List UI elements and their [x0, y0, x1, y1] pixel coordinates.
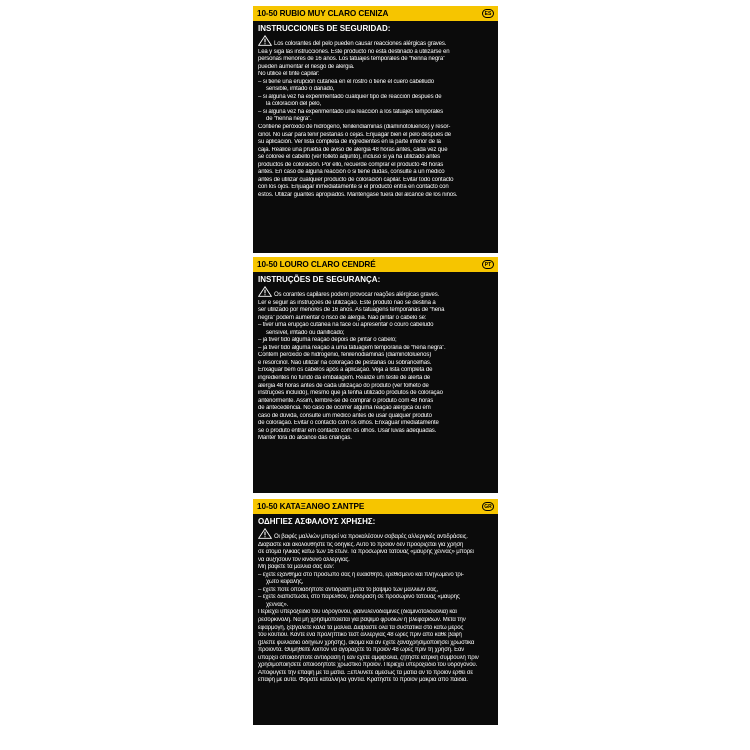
warning-text-line: éstos. Utilizar guantes apropiados. Manténgase fuera del alcance de los niños.: [258, 191, 458, 198]
warning-text-line: alergia 48 horas antes de cada utilização do produto (ver folheto de: [258, 382, 429, 389]
warning-text-line: – já tiver tido alguma reação a uma tatuagem temporária de “hena negra”.: [258, 344, 446, 351]
warning-text-line: e resorcinol. Não utilizar na coloração de pestanas ou sobrancelhas.: [258, 359, 432, 366]
warning-text-line: sensível, irritado ou danificado;: [266, 329, 345, 336]
language-badge: ES: [482, 9, 494, 18]
product-title: 10-50 LOURO CLARO CENDRÉ: [257, 260, 376, 269]
warning-text-line: No utilice el tinte capilar:: [258, 71, 320, 78]
warning-text-line: pueden aumentar el riesgo de alergia.: [258, 63, 355, 70]
warning-text-line: Ler e seguir as instruções de utilização. Este produto não se destina a: [258, 299, 436, 306]
product-title: 10-50 ΚΑΤΑΞΑΝΘΟ ΣΑΝΤΡΕ: [257, 502, 365, 511]
warning-text: [258, 35, 493, 199]
warning-text-line: Los colorantes del pelo pueden causar reacciones alérgicas graves.: [258, 35, 493, 49]
warning-text-line: ser utilizado por menores de 16 anos. As tatuagens temporárias de “hena: [258, 307, 445, 314]
section-body: [253, 21, 498, 253]
section-body: [253, 514, 498, 725]
warning-text-line: (βλέπε φυλλάδιο οδηγιών χρήσης), ακόμα και αν έχετε ξαναχρησιμοποιήσει χρωστικά: [258, 639, 475, 646]
warning-text-line: la coloración del pelo,: [266, 101, 322, 108]
warning-text-line: Contém peróxido de hidrogénio, fenilenodiaminas (diaminotoluenos): [258, 352, 432, 359]
warning-text-line: caso de dúvida, consulte um médico antes de usar qualquer produto: [258, 412, 432, 419]
warning-text-line: προϊόντα. Θυμηθείτε λοιπόν να αγοράζετε το προϊόν 48 ώρες πριν τη χρήση. Εάν: [258, 647, 465, 654]
warning-text-line: antes. En caso de alguna reacción o si tiene dudas, consulte a un médico: [258, 169, 445, 176]
warning-text-line: personas menores de 16 años. Los tatuajes temporales de “henna negra”: [258, 56, 445, 63]
warning-text-line: instruções incluído), mesmo que já tenha utilizado produtos de coloração: [258, 390, 443, 397]
warning-text-line: caja. Realice una prueba de aviso de alergia 48 horas antes, cada vez que: [258, 146, 448, 153]
warning-triangle-icon: [258, 528, 272, 539]
warning-text-line: να αυξήσουν τον κίνδυνο αλλεργίας.: [258, 556, 350, 563]
warning-text-line: de coloração. Evitar o contacto com os olhos. Enxaguar imediatamente: [258, 420, 439, 427]
warning-text-line: ingredientes no fundo da embalagem. Realize um teste de alerta de: [258, 375, 431, 382]
section-header: [253, 6, 498, 21]
warning-text-line: – έχετε ποτέ οποιαδήποτε αντίδραση μετά το βάψιμο των μαλλιών σας,: [258, 586, 438, 593]
warning-text-line: anteriormente. Assim, lembre-se de comprar o produto com 48 horas: [258, 397, 434, 404]
warning-text: [258, 286, 493, 443]
warning-text-line: – si tiene una erupción cutánea en el rostro o tiene el cuero cabelludo: [258, 78, 434, 85]
warning-text-line: – si alguna vez ha experimentado una reacción a los tatuajes temporales: [258, 108, 443, 115]
warning-text-line: Περιέχει υπεροξείδιο του υδρογόνου, φαινυλενοδιαμίνες (διαμινοτολουόλια) και: [258, 609, 457, 616]
section-subtitle: INSTRUCCIONES DE SEGURIDAD:: [258, 24, 391, 33]
language-badge: PT: [482, 260, 494, 269]
warning-text-line: χωτό κεφαλής,: [266, 579, 304, 586]
warning-text-line: Μη βάφετε τα μαλλιά σας εάν:: [258, 564, 334, 571]
warning-text-line: negra” podem aumentar o risco de alergia. Não pintar o cabelo se:: [258, 314, 427, 321]
warning-text-line: – si alguna vez ha experimentado cualquier tipo de reacción después de: [258, 93, 442, 100]
warning-text-line: υπάρξει οποιαδήποτε αντίδραση ή εάν έχετε αμφιβολία, ζητήστε ιατρική συμβουλή πριν: [258, 654, 479, 661]
warning-text-line: Lea y siga las instrucciones. Este producto no está destinado a utilizarse en: [258, 48, 450, 55]
warning-text-line: – tiver uma erupção cutânea na face ou apresentar o couro cabeludo: [258, 322, 434, 329]
warning-text-line: του κουτιού. Κάντε ένα προληπτικό τεστ αλλεργίας 48 ώρες πριν από κάθε βαφή: [258, 632, 462, 639]
warning-text-line: Contiene peróxido de hidrógeno, fenilendiaminas (diaminotoluenos) y resor-: [258, 124, 451, 131]
warning-text-line: su aplicación. Ver lista completa de ingredientes en la parte inferior de la: [258, 139, 441, 146]
warning-text-line: sensible, irritado o dañado,: [266, 86, 335, 93]
warning-text-line: εφαρμογή, ξεβγάλετε καλά τα μαλλιά. Διαβάστε όλα τα συστατικά στο κάτω μέρος: [258, 624, 464, 631]
warning-text-line: Διαβάστε και ακολουθήστε τις οδηγίες. Αυτό το προϊόν δεν προορίζεται για χρήση: [258, 541, 464, 548]
section-subtitle: ΟΔΗΓΙΕΣ ΑΣΦΑΛΟΥΣ ΧΡΗΣΗΣ:: [258, 517, 376, 526]
section-header: [253, 257, 498, 272]
warning-text-line: se coloree el cabello (ver folleto adjunto), incluso si ya ha utilizado antes: [258, 154, 441, 161]
warning-text-line: Manter fora do alcance das crianças.: [258, 435, 352, 442]
warning-text-line: Οι βαφές μαλλιών μπορεί να προκαλέσουν σοβαρές αλλεργικές αντιδράσεις.: [258, 528, 493, 542]
language-badge: GR: [482, 502, 494, 511]
warning-text-line: Αποφύγετε την επαφή με τα μάτια. Ξεπλύνετε αμέσως τα μάτια αν το προϊόν έρθει σε: [258, 669, 473, 676]
warning-text: [258, 528, 493, 685]
warning-triangle-icon: [258, 286, 272, 297]
warning-text-line: χέννας».: [266, 601, 289, 608]
section-gr: [253, 499, 498, 725]
warning-text-line: ρεσορκινόλη. Να μη χρησιμοποιείται για βάψιμο φρυδιών ή βλεφαρίδων. Μετά την: [258, 617, 466, 624]
safety-label-strip: [253, 6, 498, 725]
warning-triangle-icon: [258, 35, 272, 46]
warning-text-line: antes de utilizar cualquier producto de coloración capilar. Evitar todo contacto: [258, 176, 454, 183]
warning-text-line: Enxaguar bem os cabelos após a aplicação. Veja a lista completa de: [258, 367, 433, 374]
section-es: [253, 6, 498, 253]
section-header: [253, 499, 498, 514]
section-subtitle: INSTRUÇÕES DE SEGURANÇA:: [258, 275, 381, 284]
warning-text-line: σε άτομα ηλικίας κάτω των 16 ετών. Τα προσωρινά τατουάζ «μαύρης χέννας» μπορεί: [258, 549, 474, 556]
warning-text-line: con los ojos. Enjuagar inmediatamente si el producto entra en contacto con: [258, 184, 449, 191]
warning-text-line: – já tiver tido alguma reação depois de pintar o cabelo;: [258, 337, 397, 344]
warning-text-line: cinol. No usar para teñir pestañas o cejas. Enjuagar bien el pelo después de: [258, 131, 451, 138]
warning-text-line: Os corantes capilares podem provocar reações alérgicas graves.: [258, 286, 493, 300]
warning-text-line: productos de coloración. Por ello, recuerde comprar el producto 48 horas: [258, 161, 444, 168]
section-body: [253, 272, 498, 493]
section-pt: [253, 257, 498, 493]
warning-text-line: – έχετε διαπιστώσει, στο παρελθόν, αντίδραση σε προσωρινό τατουάζ «μαύρης: [258, 594, 460, 601]
warning-text-line: χρησιμοποιήσετε οποιοδήποτε χρωστικό προϊόν. Περιέχει υπεροξείδιο του υδρογόνου.: [258, 662, 478, 669]
warning-text-line: de “henna negra”.: [266, 116, 312, 123]
warning-text-line: se o produto entrar em contacto com os olhos. Usar luvas adequadas.: [258, 427, 437, 434]
product-title: 10-50 RUBIO MUY CLARO CENIZA: [257, 9, 389, 18]
warning-text-line: επαφή με αυτά. Φοράτε κατάλληλα γάντια. Κρατήστε το προϊόν μακριά από παιδιά.: [258, 677, 468, 684]
warning-text-line: de antecedência. No caso de ocorrer alguma reação alérgica ou em: [258, 405, 431, 412]
warning-text-line: – έχετε εξάνθημα στο πρόσωπο σας ή ευαίσθητο, ερεθισμένο και πληγωμένο τρι-: [258, 571, 464, 578]
